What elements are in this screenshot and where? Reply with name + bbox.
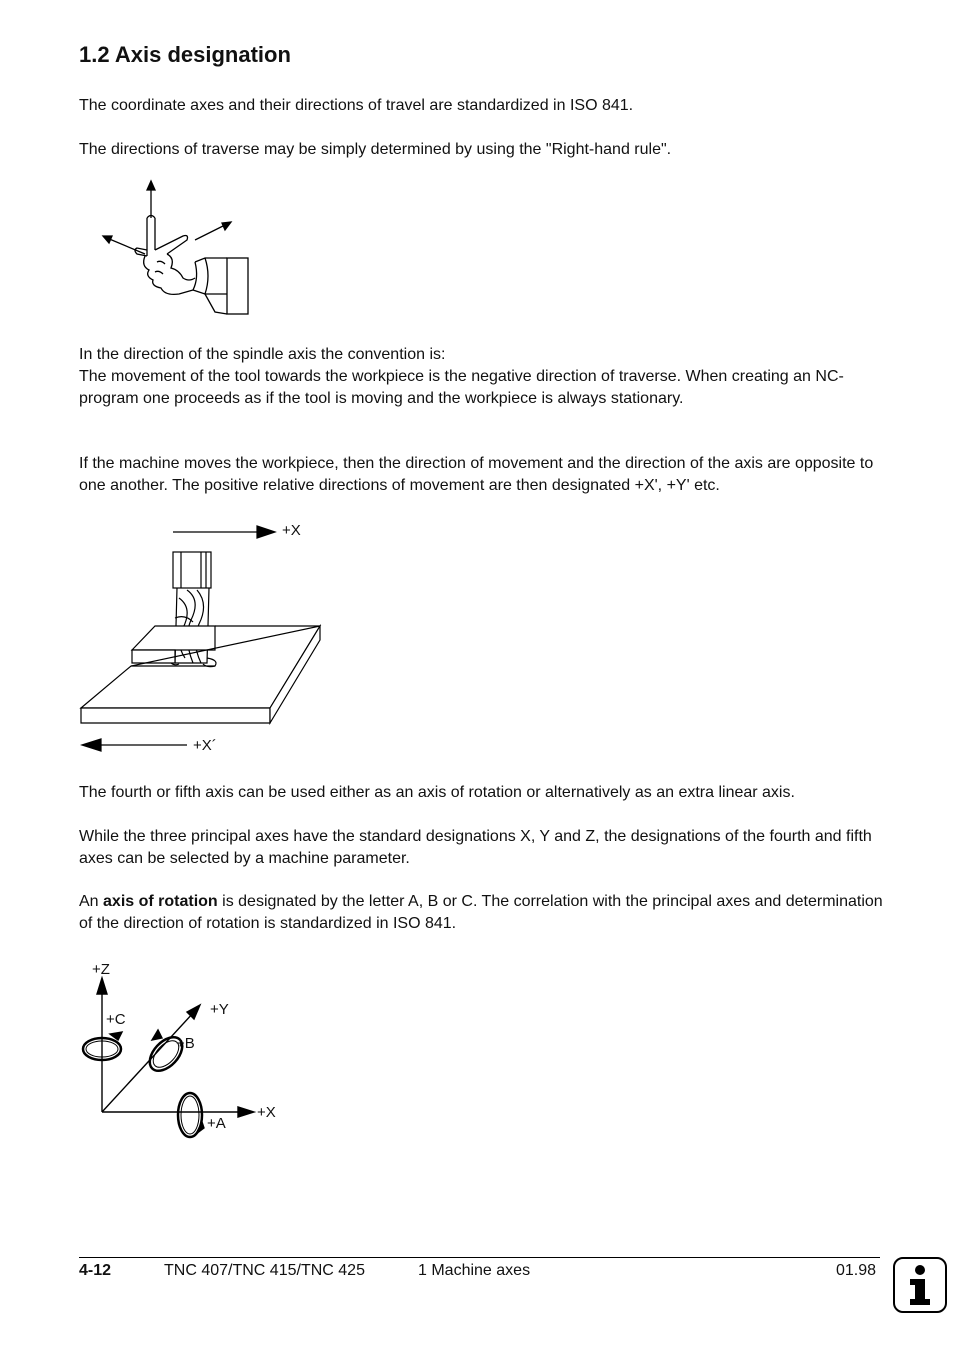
label-plus-x: +X [282,522,301,539]
footer-chapter: 1 Machine axes [418,1262,531,1279]
footer-date: 01.98 [836,1262,877,1279]
info-glyph [895,1259,945,1311]
tool-workpiece-figure [75,518,335,763]
text-segment: is designated by the letter A, B or C. The correlation with the principal axes and determination of the direction of rotation is standardized in ISO 841. [79,893,883,932]
paragraph-iso: The coordinate axes and their directions of travel are standardized in ISO 841. [79,97,634,114]
label-plus-z: +Z [92,961,110,978]
label-plus-b: +B [176,1035,195,1052]
bold-term: axis of rotation [103,893,218,910]
label-plus-x-prime: +X´ [193,737,217,754]
page-number: 4-12 [79,1262,112,1279]
paragraph-spindle-convention: In the direction of the spindle axis the convention is: [79,346,446,363]
footer-rule [79,1257,880,1258]
paragraph-tool-movement: The movement of the tool towards the workpiece is the negative direction of traverse. When creating an NC-program one proceeds as if the tool is moving and the workpiece is always stationary. [79,368,844,407]
label-plus-c: +C [106,1011,126,1028]
label-plus-y: +Y [210,1001,229,1018]
text-segment: An [79,893,104,910]
label-plus-a: +A [207,1115,226,1132]
right-hand-rule-figure [95,178,260,320]
arrow-plus-x-prime-head [82,739,101,751]
paragraph-machine-moves: If the machine moves the workpiece, then the direction of movement and the direction of the axis are opposite to one another. The positive relative directions of movement are then designated +X', +Y' etc. [79,455,874,494]
paragraph-fourth-fifth-axis: The fourth or fifth axis can be used either as an axis of rotation or alternatively as an extra linear axis. [79,784,795,801]
paragraph-right-hand-rule: The directions of traverse may be simply determined by using the "Right-hand rule". [79,141,672,158]
page-title: 1.2 Axis designation [79,42,291,67]
rotation-axes-figure [70,960,270,1150]
x-axis-head [238,1107,254,1117]
paragraph-principal-axes: While the three principal axes have the standard designations X, Y and Z, the designations of the fourth and fifth axes can be selected by a machine parameter. [79,828,872,867]
z-axis-head [97,978,107,994]
label-plus-x-axis: +X [257,1104,276,1121]
info-icon [893,1257,947,1313]
footer-model: TNC 407/TNC 415/TNC 425 [164,1262,365,1279]
arrow-plus-x-head [257,526,275,538]
paragraph-axis-of-rotation [79,891,889,935]
